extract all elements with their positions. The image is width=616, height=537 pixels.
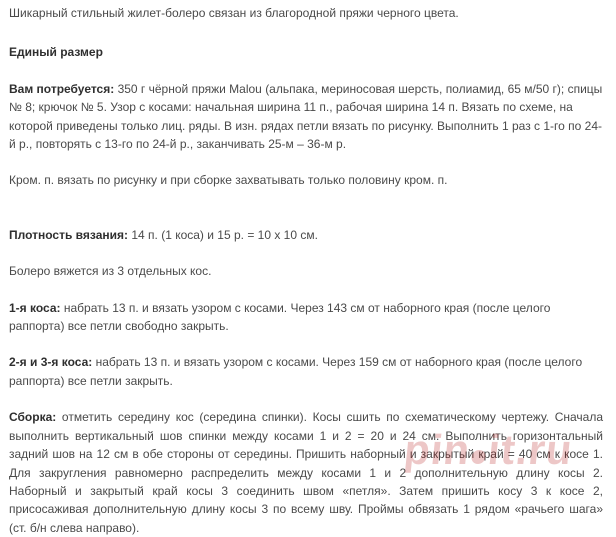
- gauge-paragraph: [9, 226, 603, 244]
- braid-1-label: 1-я коса:: [9, 300, 61, 315]
- gauge-label: Плотность вязания:: [9, 227, 129, 242]
- materials-paragraph: [9, 80, 603, 154]
- materials-label: Вам потребуется:: [9, 81, 115, 96]
- materials-text: 350 г чёрной пряжи Malou (альпака, мериносовая шерсть, полиамид, 65 м/50 г); спицы № 8; крючок № 5. Узор с косами: начальная ширина 11 п., рабочая ширина 14 п. Вязать по схеме, на которой приведены только лиц. ряды. В изн. рядах петли вязать по рисунку. Выполнить 1 раз с 1-го по 24-й р., повторять с 13-го по 24-й р., заканчивать 25-м – 36-м р.: [9, 81, 603, 152]
- size-label: Единый размер: [9, 45, 103, 60]
- braid-1-paragraph: [9, 299, 603, 336]
- intro-paragraph: Шикарный стильный жилет-болеро связан из благородной пряжи черного цвета.: [9, 6, 459, 20]
- bolero-paragraph: Болеро вяжется из 3 отдельных кос.: [9, 264, 212, 279]
- assembly-paragraph: [9, 408, 603, 537]
- braid-1-text: набрать 13 п. и вязать узором с косами. Через 143 см от наборного края (после целого раппорта) все петли свободно закрыть.: [9, 300, 551, 334]
- braid-2-3-paragraph: [9, 353, 603, 390]
- watermark-right: it.ru: [485, 426, 576, 473]
- edge-stitch-paragraph: Кром. п. вязать по рисунку и при сборке захватывать только половину кром. п.: [9, 173, 448, 188]
- braid-2-3-text: набрать 13 п. и вязать узором с косами. Через 159 см от наборного края (после целого раппорта) все петли закрыть.: [9, 355, 583, 388]
- gauge-text: 14 п. (1 коса) и 15 р. = 10 х 10 см.: [128, 227, 318, 242]
- size-heading: [9, 43, 603, 61]
- assembly-label: Сборка:: [9, 410, 57, 425]
- article-body: [9, 2, 603, 537]
- assembly-text: отметить середину кос (середина спинки). Косы сшить по схематическому чертежу. Сначала выполнить вертикальный шов спинки между косами 1 и 2 = 20 и 24 см. Выполнить горизонтальный задний шов на 12 см в обе стороны от середины. Пришить наборный и закрытый край = 40 см к косе 1. Для закругления равномерно распределить между косами 1 и 2 дополнительную длину косы 2. Наборный и закрытый край косы 3 соединить швом «петля». Затем пришить косу 3 к косе 2, присосаживая дополнительную длину косы 3 по всему шву. Проймы обвязать 1 рядом «рачьего шага» (ст. б/н слева направо).: [9, 410, 603, 535]
- watermark-left: pin: [401, 426, 473, 473]
- braid-2-3-label: 2-я и 3-я коса:: [9, 355, 93, 370]
